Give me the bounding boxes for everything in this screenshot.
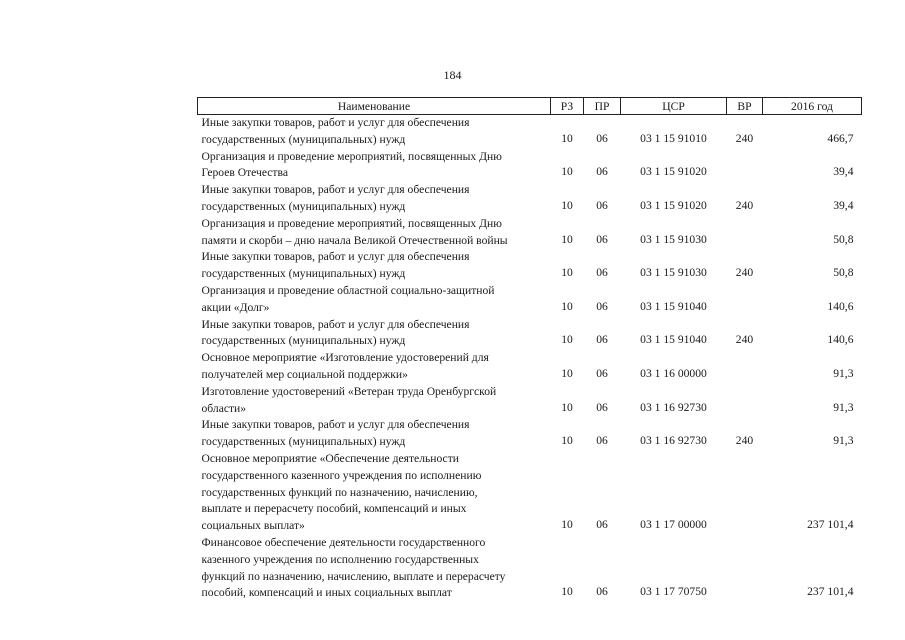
table-row xyxy=(198,384,862,418)
cell-rz: 10 xyxy=(561,266,573,280)
header-vr: ВР xyxy=(727,98,763,115)
cell-pr: 06 xyxy=(596,366,608,380)
cell-rz: 10 xyxy=(561,232,573,246)
cell-amount: 39,4 xyxy=(833,165,854,179)
cell-name: Иные закупки товаров, работ и услуг для обеспечения государственных (муниципальных) нужд xyxy=(201,183,470,213)
cell-name: Основное мероприятие «Обеспечение деятельности государственного казенного учреждения по исполнению государственных функций по назначению, начислению, выплате и перерасчету пособий, компенсаций и иных социальных выплат» xyxy=(201,451,482,533)
table-row xyxy=(198,149,862,183)
table-row xyxy=(198,317,862,351)
cell-rz: 10 xyxy=(561,366,573,380)
table-row xyxy=(198,451,862,535)
table-row xyxy=(198,283,862,317)
cell-vr: 240 xyxy=(735,198,754,212)
cell-pr: 06 xyxy=(596,299,608,313)
cell-vr xyxy=(727,216,763,250)
cell-pr: 06 xyxy=(596,400,608,414)
cell-rz: 10 xyxy=(561,333,573,347)
cell-name: Иные закупки товаров, работ и услуг для обеспечения государственных (муниципальных) нужд xyxy=(201,116,470,146)
table-row xyxy=(198,417,862,451)
cell-csr: 03 1 15 91010 xyxy=(640,131,707,145)
header-rz: РЗ xyxy=(551,98,584,115)
cell-csr: 03 1 17 00000 xyxy=(640,518,707,532)
cell-name: Иные закупки товаров, работ и услуг для обеспечения государственных (муниципальных) нужд xyxy=(201,250,470,281)
cell-rz: 10 xyxy=(561,131,573,145)
cell-pr: 06 xyxy=(596,333,608,347)
cell-amount: 50,8 xyxy=(833,266,854,280)
cell-name: Финансовое обеспечение деятельности государственного казенного учреждения по исполнению государственных функций по назначению, начислению, выплате и перерасчету пособий, компенсаций и иных социальных выплат xyxy=(201,535,506,600)
cell-amount: 91,3 xyxy=(833,400,854,414)
cell-amount: 237 101,4 xyxy=(807,518,854,532)
table-row xyxy=(198,216,862,250)
page-number: 184 xyxy=(443,68,462,82)
table-row xyxy=(198,535,862,602)
cell-pr: 06 xyxy=(596,518,608,532)
cell-csr: 03 1 15 91020 xyxy=(640,198,707,212)
cell-amount: 466,7 xyxy=(827,131,854,145)
cell-name: Иные закупки товаров, работ и услуг для обеспечения государственных (муниципальных) нужд xyxy=(201,418,470,449)
cell-name: Организация и проведение областной социально-защитной акции «Долг» xyxy=(201,283,495,314)
cell-csr: 03 1 16 92730 xyxy=(640,434,707,448)
header-name: Наименование xyxy=(198,98,551,115)
cell-vr: 240 xyxy=(735,434,754,448)
cell-vr xyxy=(727,350,763,384)
table-row xyxy=(198,115,862,149)
cell-csr: 03 1 15 91030 xyxy=(640,266,707,280)
cell-vr xyxy=(727,283,763,317)
table-row xyxy=(198,249,862,283)
cell-rz: 10 xyxy=(561,434,573,448)
cell-amount: 237 101,4 xyxy=(807,585,854,599)
cell-csr: 03 1 15 91040 xyxy=(640,299,707,313)
budget-table xyxy=(197,97,862,602)
cell-pr: 06 xyxy=(596,131,608,145)
cell-name: Иные закупки товаров, работ и услуг для обеспечения государственных (муниципальных) нужд xyxy=(201,317,470,348)
cell-name: Основное мероприятие «Изготовление удостоверений для получателей мер социальной поддержки» xyxy=(201,351,489,381)
cell-vr: 240 xyxy=(735,266,754,280)
cell-pr: 06 xyxy=(596,585,608,599)
cell-rz: 10 xyxy=(561,299,573,313)
table-header-row xyxy=(198,98,862,115)
cell-csr: 03 1 15 91030 xyxy=(640,232,707,246)
cell-pr: 06 xyxy=(596,232,608,246)
table-row xyxy=(198,350,862,384)
cell-name: Изготовление удостоверений «Ветеран труда Оренбургской области» xyxy=(201,384,497,415)
cell-vr xyxy=(727,451,763,535)
cell-csr: 03 1 17 70750 xyxy=(640,585,707,599)
cell-rz: 10 xyxy=(561,518,573,532)
cell-rz: 10 xyxy=(561,165,573,179)
cell-csr: 03 1 15 91020 xyxy=(640,165,707,179)
cell-pr: 06 xyxy=(596,165,608,179)
cell-csr: 03 1 16 92730 xyxy=(640,400,707,414)
cell-name: Организация и проведение мероприятий, посвященных Дню Героев Отечества xyxy=(201,149,502,180)
table-body xyxy=(198,115,862,603)
header-pr: ПР xyxy=(584,98,621,115)
cell-vr xyxy=(727,384,763,418)
cell-pr: 06 xyxy=(596,198,608,212)
cell-csr: 03 1 15 91040 xyxy=(640,333,707,347)
header-csr: ЦСР xyxy=(621,98,727,115)
cell-amount: 91,3 xyxy=(833,434,854,448)
header-year: 2016 год xyxy=(763,98,862,115)
cell-rz: 10 xyxy=(561,585,573,599)
cell-csr: 03 1 16 00000 xyxy=(640,366,707,380)
cell-vr xyxy=(727,535,763,602)
cell-vr: 240 xyxy=(735,333,754,347)
cell-amount: 50,8 xyxy=(833,232,854,246)
cell-pr: 06 xyxy=(596,266,608,280)
cell-rz: 10 xyxy=(561,400,573,414)
cell-amount: 91,3 xyxy=(833,366,854,380)
cell-vr: 240 xyxy=(735,131,754,145)
cell-name: Организация и проведение мероприятий, посвященных Дню памяти и скорби – дню начала Великой Отечественной войны xyxy=(201,216,508,247)
cell-vr xyxy=(727,149,763,183)
cell-amount: 39,4 xyxy=(833,198,854,212)
cell-amount: 140,6 xyxy=(827,333,854,347)
table-row xyxy=(198,182,862,216)
cell-amount: 140,6 xyxy=(827,299,854,313)
cell-pr: 06 xyxy=(596,434,608,448)
cell-rz: 10 xyxy=(561,198,573,212)
